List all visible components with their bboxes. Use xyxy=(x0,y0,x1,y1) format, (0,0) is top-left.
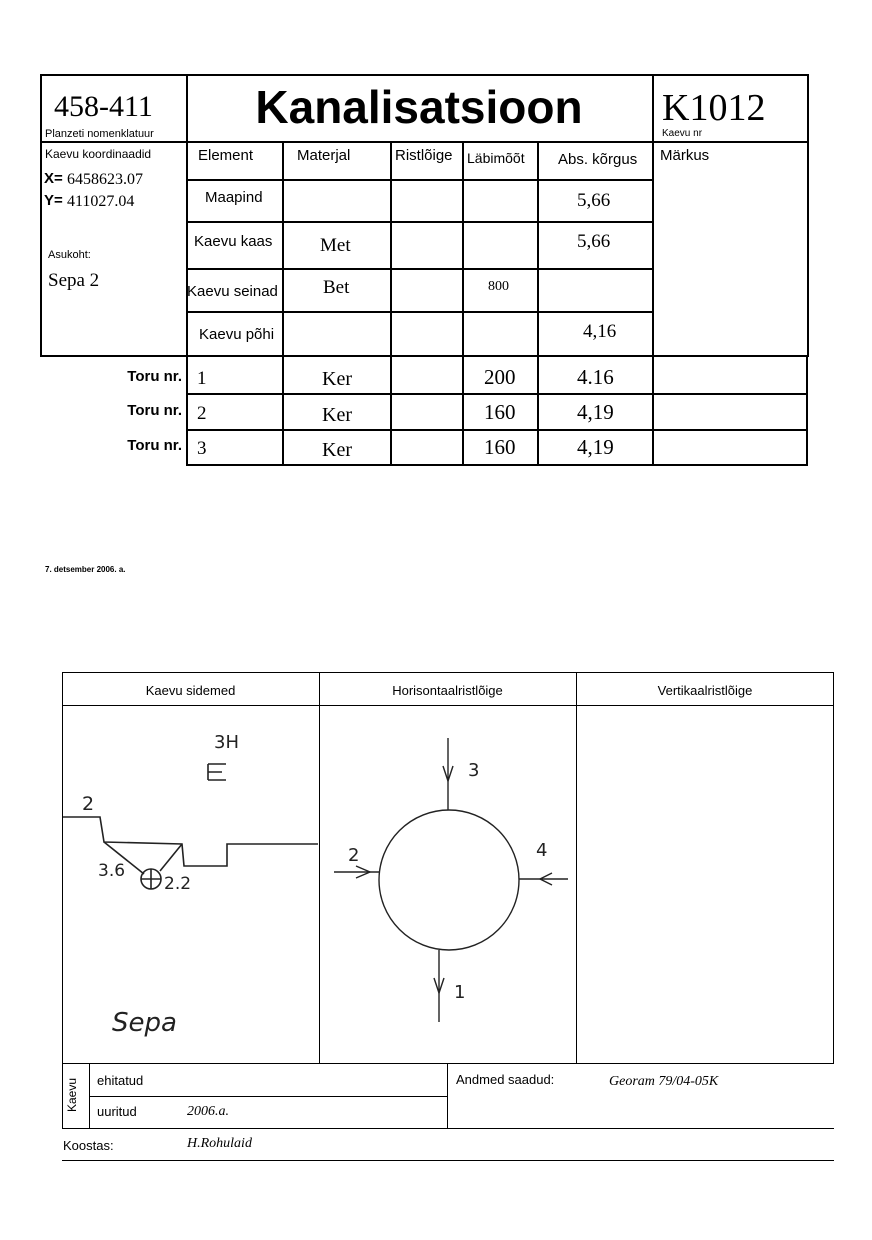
element-name: Maapind xyxy=(205,189,263,206)
col-vertical-title: Vertikaalristlõige xyxy=(657,683,753,698)
element-name: Kaevu kaas xyxy=(194,233,273,250)
surveyed-label: uuritud xyxy=(97,1104,137,1119)
ties-right-distance: 2.2 xyxy=(164,874,192,894)
col-element: Element xyxy=(198,147,254,164)
location-value: Sepa 2 xyxy=(48,270,100,291)
element-name: Kaevu põhi xyxy=(199,326,275,343)
well-number-label: Kaevu nr xyxy=(662,128,703,139)
arrow-bottom-label: 1 xyxy=(454,982,466,1003)
pipe-material: Ker xyxy=(322,368,352,390)
pipe-label: Toru nr. xyxy=(127,402,182,419)
horizontal-cross-section xyxy=(320,706,576,1063)
pipe-material: Ker xyxy=(322,439,352,461)
pipe-height: 4.16 xyxy=(577,365,614,389)
built-label: ehitatud xyxy=(97,1073,144,1088)
ties-left-distance: 3.6 xyxy=(98,861,126,881)
well-number-value: K1012 xyxy=(662,87,766,129)
pipe-height: 4,19 xyxy=(577,400,614,424)
data-source-label: Andmed saadud: xyxy=(456,1072,555,1087)
arrow-top-label: 3 xyxy=(468,760,480,781)
x-label: X= xyxy=(44,170,63,187)
pipe-diameter: 200 xyxy=(484,365,516,389)
y-value: 411027.04 xyxy=(67,193,135,210)
col-diameter: Läbimõõt xyxy=(467,150,525,166)
arrow-right-label: 4 xyxy=(536,840,548,861)
data-source-value: Georam 79/04-05K xyxy=(609,1074,719,1089)
pipe-no: 2 xyxy=(197,403,207,424)
pipe-material: Ker xyxy=(322,404,352,426)
nomenclature-value: 458-411 xyxy=(54,90,153,123)
ties-sketch xyxy=(62,706,319,1063)
footer-side-label: Kaevu xyxy=(65,1077,79,1113)
location-label: Asukoht: xyxy=(48,249,91,261)
element-material: Met xyxy=(320,235,351,256)
pipe-label: Toru nr. xyxy=(127,368,182,385)
ties-street-label: Sepa xyxy=(112,1008,177,1038)
x-value: 6458623.07 xyxy=(67,171,143,188)
element-height: 5,66 xyxy=(577,231,611,252)
pipe-no: 3 xyxy=(197,438,207,459)
document-date: 7. detsember 2006. a. xyxy=(45,565,126,574)
col-horizontal-title: Horisontaalristlõige xyxy=(392,683,503,698)
page-title: Kanalisatsioon xyxy=(255,81,583,133)
col-material: Materjal xyxy=(297,147,351,164)
compiled-label: Koostas: xyxy=(63,1138,114,1153)
element-height: 5,66 xyxy=(577,190,611,211)
col-ties-title: Kaevu sidemed xyxy=(145,683,236,698)
col-abs-height: Abs. kõrgus xyxy=(558,151,638,168)
pipe-diameter: 160 xyxy=(484,435,516,459)
pipe-diameter: 160 xyxy=(484,400,516,424)
coords-label: Kaevu koordinaadid xyxy=(45,147,152,161)
ties-top-label: 3H xyxy=(214,732,239,753)
surveyed-value: 2006.a. xyxy=(187,1104,229,1119)
y-label: Y= xyxy=(44,192,63,209)
col-cross-section: Ristlõige xyxy=(395,147,453,164)
compiled-value: H.Rohulaid xyxy=(187,1136,252,1151)
pipe-height: 4,19 xyxy=(577,435,614,459)
pipe-label: Toru nr. xyxy=(127,437,182,454)
arrow-left-label: 2 xyxy=(348,845,360,866)
element-name: Kaevu seinad xyxy=(187,283,278,300)
element-height: 4,16 xyxy=(583,321,617,342)
well-circle xyxy=(379,810,519,950)
pipe-no: 1 xyxy=(197,368,207,389)
nomenclature-label: Planzeti nomenklatuur xyxy=(45,128,154,140)
col-remark: Märkus xyxy=(660,147,710,164)
element-diameter: 800 xyxy=(488,279,509,294)
element-material: Bet xyxy=(323,277,350,298)
ties-line-label: 2 xyxy=(82,793,95,815)
